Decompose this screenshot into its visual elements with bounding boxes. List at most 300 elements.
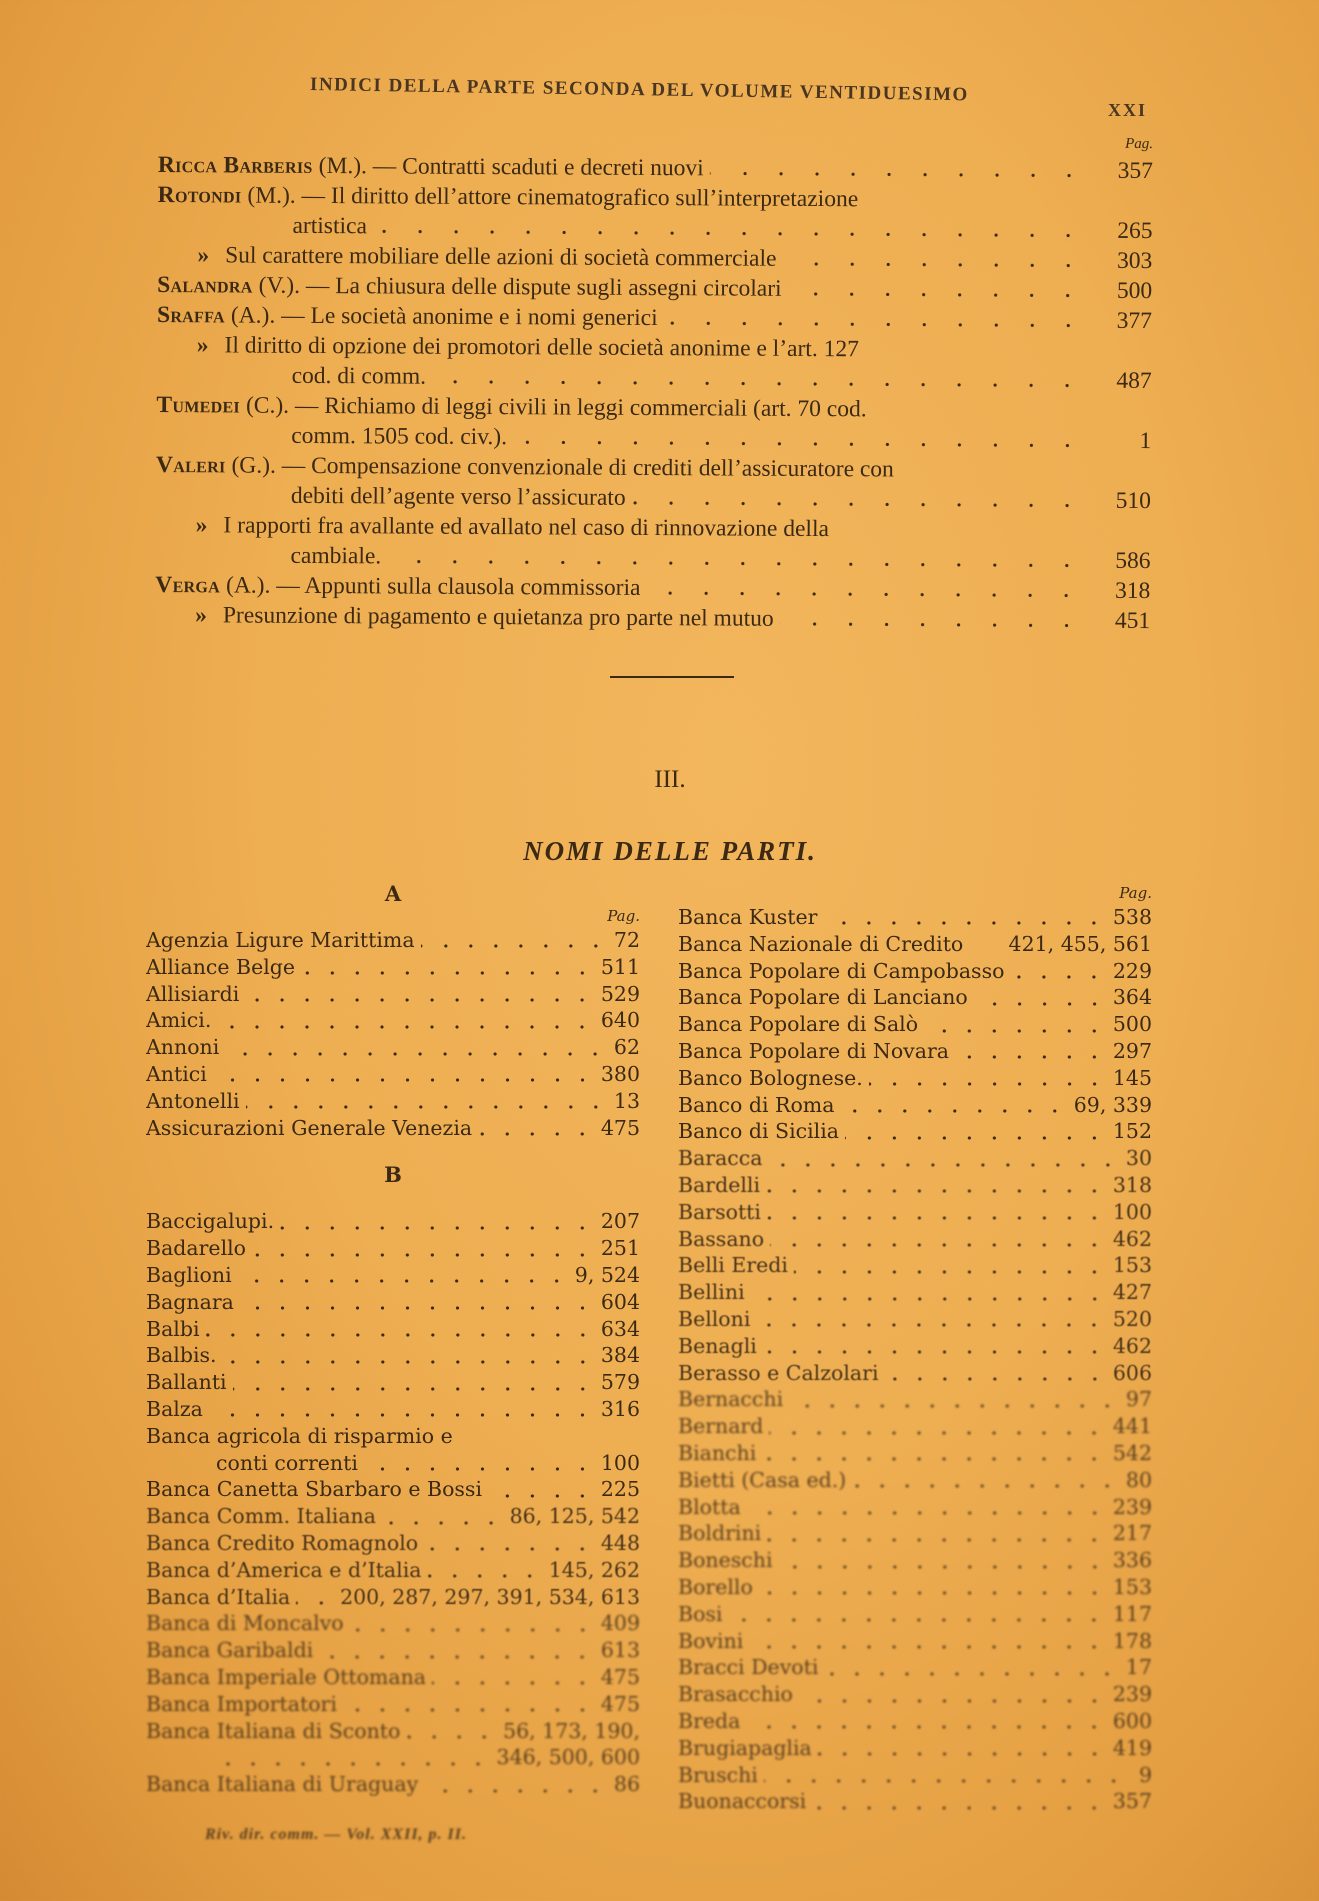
article-title: Sul carattere mobiliare delle azioni di società commerciale <box>225 242 777 272</box>
party-page: 542 <box>1112 1440 1152 1465</box>
party-entry <box>678 1199 1152 1226</box>
ditto-mark: » <box>197 242 210 269</box>
dot-leader <box>427 1573 542 1579</box>
party-page: 145 <box>1112 1065 1152 1090</box>
party-entry <box>678 1252 1152 1279</box>
ditto-mark: » <box>196 332 209 359</box>
dot-leader <box>387 558 1084 568</box>
section-divider <box>610 676 734 678</box>
party-entry <box>678 1628 1152 1655</box>
article-page: 586 <box>1115 547 1151 575</box>
party-name: Banca Imperiale Ottomana <box>146 1664 426 1689</box>
party-name: Brugiapaglia <box>678 1735 812 1760</box>
party-page: 153 <box>1112 1253 1152 1278</box>
article-page: 487 <box>1116 367 1152 395</box>
article-page: 303 <box>1117 247 1153 275</box>
article-author: Salandra <box>157 271 253 299</box>
party-page: 9 <box>1138 1762 1152 1787</box>
party-name: Banco Bolognese. <box>678 1065 863 1090</box>
party-name: Banca Italiana di Uraguay <box>146 1772 419 1797</box>
party-page: 251 <box>600 1236 640 1261</box>
party-entry <box>146 1744 640 1771</box>
party-page: 100 <box>600 1450 640 1475</box>
party-entry <box>146 1503 640 1530</box>
dot-leader <box>769 1162 1120 1168</box>
party-name: Alliance Belge <box>146 954 296 979</box>
dot-leader <box>296 1600 334 1606</box>
party-entry <box>678 1386 1152 1413</box>
article-title: (C.). — Richiamo di leggi civili in leggi commerciali (art. 70 cod. <box>245 392 867 423</box>
party-entry <box>678 931 1152 958</box>
party-entry <box>146 981 640 1008</box>
ditto-mark: » <box>195 512 208 539</box>
party-name: Barsotti <box>678 1199 761 1224</box>
party-entry <box>678 1065 1152 1092</box>
party-entry <box>146 1691 640 1718</box>
party-page: 153 <box>1112 1574 1152 1599</box>
dot-leader <box>382 1520 504 1526</box>
party-entry <box>146 1115 640 1142</box>
party-entry <box>146 1034 640 1061</box>
party-name: Banco di Sicilia <box>678 1119 839 1144</box>
dot-leader <box>799 1698 1107 1704</box>
dot-leader <box>1010 974 1106 980</box>
dot-leader <box>252 1252 595 1258</box>
party-name: Belli Eredi <box>678 1253 788 1278</box>
party-name: Badarello <box>146 1236 247 1261</box>
dot-leader <box>789 1403 1120 1409</box>
article-title: artistica <box>292 212 368 240</box>
party-name: Bernard <box>678 1414 764 1439</box>
party-entry <box>678 1118 1152 1145</box>
dot-leader <box>756 1322 1106 1328</box>
party-entry <box>146 1235 640 1262</box>
party-name: Boneschi <box>678 1548 773 1573</box>
party-name: Borello <box>678 1574 753 1599</box>
party-entry <box>146 927 640 954</box>
dot-leader <box>767 1537 1107 1543</box>
party-name: Balbi <box>146 1316 200 1341</box>
party-page: 316 <box>600 1396 640 1421</box>
party-name: Bietti (Casa ed.) <box>678 1467 847 1492</box>
party-entry <box>146 1316 640 1343</box>
party-name: Banca Popolare di Salò <box>678 1012 919 1037</box>
party-page: 200, 287, 297, 391, 534, 613 <box>340 1584 640 1609</box>
party-entry <box>678 1467 1152 1494</box>
party-name: Bellini <box>678 1280 745 1305</box>
party-page: 117 <box>1112 1601 1152 1626</box>
dot-leader <box>955 1054 1107 1060</box>
party-entry <box>678 1520 1152 1547</box>
dot-leader <box>280 1225 595 1231</box>
party-page: 217 <box>1112 1521 1152 1546</box>
party-entry <box>678 1708 1152 1735</box>
party-page: 520 <box>1112 1306 1152 1331</box>
article-title: cod. di comm. <box>291 362 427 390</box>
party-name: Benagli <box>678 1333 757 1358</box>
party-name: Banca Comm. Italiana <box>146 1504 376 1529</box>
party-page: 97 <box>1125 1387 1152 1412</box>
section-number: III. <box>654 766 686 793</box>
party-page: 178 <box>1112 1628 1152 1653</box>
party-page: 17 <box>1125 1655 1152 1680</box>
dot-leader <box>770 1242 1107 1248</box>
party-page: 475 <box>600 1691 640 1716</box>
dot-leader <box>749 1644 1107 1650</box>
party-entry <box>678 1574 1152 1601</box>
signature-line: Riv. dir. comm. — Vol. XXII, p. II. <box>205 1826 467 1843</box>
party-name: Ballanti <box>146 1370 227 1395</box>
dot-leader <box>319 1654 595 1660</box>
party-entry <box>146 1208 640 1235</box>
party-name: Bracci Devoti <box>678 1655 819 1680</box>
dot-leader <box>746 1724 1107 1730</box>
dot-leader <box>728 1617 1106 1623</box>
party-page: 56, 173, 190, <box>503 1718 640 1743</box>
party-name: Banca d’America e d’Italia <box>146 1557 422 1582</box>
spacer <box>146 1188 640 1208</box>
dot-leader <box>246 1104 608 1110</box>
letter-heading: B <box>384 1162 402 1188</box>
parties-right-column <box>678 884 1152 1815</box>
dot-leader <box>245 997 595 1003</box>
dot-leader <box>213 1077 595 1083</box>
party-page: 318 <box>1112 1172 1152 1197</box>
party-entry <box>678 1413 1152 1440</box>
dot-leader <box>217 1024 595 1030</box>
pag-label: Pag. <box>1125 135 1154 153</box>
party-page: 640 <box>600 1008 640 1033</box>
party-page: 86, 125, 542 <box>509 1504 640 1529</box>
article-page: 318 <box>1114 577 1151 605</box>
dot-leader <box>646 590 1084 599</box>
party-entry <box>678 1306 1152 1333</box>
party-name: Banca agricola di risparmio e <box>146 1423 453 1448</box>
parties-left-column <box>146 880 640 1798</box>
article-page: 377 <box>1116 307 1153 335</box>
party-entry <box>678 1601 1152 1628</box>
party-entry <box>678 1681 1152 1708</box>
dot-leader <box>747 1510 1107 1516</box>
party-page: 462 <box>1112 1226 1152 1251</box>
party-name: Banca Canetta Sbarbaro e Bossi <box>146 1477 483 1502</box>
dot-leader <box>421 943 608 949</box>
dot-leader <box>782 261 1086 269</box>
party-page: 600 <box>1112 1708 1152 1733</box>
party-page: 225 <box>600 1477 640 1502</box>
party-name: Bovini <box>678 1628 744 1653</box>
article-title: debiti dell’agente verso l’assicurato <box>290 482 626 511</box>
party-page: 69, 339 <box>1073 1092 1152 1117</box>
party-entry <box>146 1450 640 1477</box>
party-entry <box>146 1557 640 1584</box>
party-name: Brasacchio <box>678 1682 793 1707</box>
party-name: Annoni <box>146 1035 220 1060</box>
dot-leader <box>823 920 1106 926</box>
dot-leader <box>513 439 1085 448</box>
party-page: 634 <box>600 1316 640 1341</box>
article-title: I rapporti fra avallante ed avallato nel caso di rinnovazione della <box>223 512 830 543</box>
party-page: 579 <box>600 1370 640 1395</box>
party-page: 511 <box>600 954 640 979</box>
dot-leader <box>840 1108 1067 1114</box>
party-page: 384 <box>600 1343 640 1368</box>
dot-leader <box>238 1278 569 1284</box>
party-entry <box>146 1664 640 1691</box>
article-author: Ricca Barberis <box>157 151 313 179</box>
party-entry <box>146 1369 640 1396</box>
dot-leader <box>764 1778 1126 1784</box>
dot-leader <box>223 1359 595 1365</box>
party-name: Baracca <box>678 1146 763 1171</box>
dot-leader <box>812 1805 1107 1811</box>
party-name: Bernacchi <box>678 1387 784 1412</box>
dot-leader <box>788 291 1087 299</box>
party-entry <box>678 1279 1152 1306</box>
dot-leader <box>424 1546 595 1552</box>
article-page: 451 <box>1114 607 1151 635</box>
party-name: Banca Kuster <box>678 905 818 929</box>
party-entry <box>146 1718 640 1745</box>
party-name: Berasso e Calzolari <box>678 1360 879 1385</box>
party-page: 62 <box>613 1035 640 1060</box>
dot-leader <box>769 1430 1107 1436</box>
article-title: (M.). — Il diritto dell’attore cinematografico sull’interpretazione <box>247 182 859 213</box>
articles-index <box>155 135 1154 636</box>
party-page: 448 <box>600 1530 640 1555</box>
party-page: 80 <box>1125 1467 1152 1492</box>
party-entry <box>678 1735 1152 1762</box>
party-entry <box>678 1333 1152 1360</box>
party-entry <box>146 954 640 981</box>
party-entry <box>678 958 1152 985</box>
party-page: 86 <box>613 1772 640 1797</box>
party-name: Allisiardi <box>146 981 240 1006</box>
dot-leader <box>632 500 1085 509</box>
party-entry <box>678 1547 1152 1574</box>
party-entry <box>146 1061 640 1088</box>
article-page: 500 <box>1116 277 1153 305</box>
party-page: 145, 262 <box>548 1557 640 1582</box>
party-entry <box>678 1360 1152 1387</box>
party-entry <box>146 1423 640 1450</box>
party-name: Buonaccorsi <box>678 1789 807 1814</box>
party-name: Banca Credito Romagnolo <box>146 1530 419 1555</box>
article-page: 357 <box>1117 157 1153 185</box>
article-title: comm. 1505 cod. civ.). <box>291 422 508 451</box>
party-entry <box>678 1788 1152 1815</box>
party-entry <box>146 1637 640 1664</box>
dot-leader <box>751 1296 1107 1302</box>
party-page: 100 <box>1112 1199 1152 1224</box>
party-page: 207 <box>600 1209 640 1234</box>
party-entry <box>146 1610 640 1637</box>
party-page: 72 <box>613 928 640 952</box>
dot-leader <box>432 379 1086 389</box>
party-entry <box>678 1654 1152 1681</box>
dot-leader <box>233 1386 595 1392</box>
party-name: Banca Nazionale di Credito <box>678 931 964 956</box>
dot-leader <box>845 1135 1107 1141</box>
dot-leader <box>432 1680 595 1686</box>
dot-leader <box>780 621 1085 629</box>
article-title: (V.). — La chiusura delle dispute sugli assegni circolari <box>258 272 782 302</box>
dot-leader <box>664 320 1086 329</box>
article-title: (G.). — Compensazione convenzionale di crediti dell’assicuratore con <box>231 452 894 483</box>
dot-leader <box>488 1493 595 1499</box>
article-title: Il diritto di opzione dei promotori delle società anonime e l’art. 127 <box>224 332 859 363</box>
party-page: 500 <box>1112 1012 1152 1037</box>
party-name: Banca Popolare di Novara <box>678 1038 950 1063</box>
pag-label: Pag. <box>607 907 640 925</box>
party-name: Assicurazioni Generale Venezia <box>146 1115 473 1140</box>
party-page: 9, 524 <box>574 1262 640 1287</box>
article-author: Rotondi <box>157 181 242 209</box>
party-page: 529 <box>600 981 640 1006</box>
dot-leader <box>240 1305 595 1311</box>
party-name: Amici. <box>146 1008 212 1033</box>
article-title: cambiale. <box>290 542 382 570</box>
party-entry <box>678 1092 1152 1119</box>
party-entry <box>146 1476 640 1503</box>
dot-leader <box>759 1590 1107 1596</box>
party-page: 538 <box>1112 905 1152 929</box>
dot-leader <box>301 970 595 976</box>
party-entry <box>146 1584 640 1611</box>
party-name: Banca d’Italia <box>146 1584 291 1609</box>
party-name: Boldrini <box>678 1521 762 1546</box>
article-title: (A.). — Le società anonime e i nomi generici <box>230 302 658 332</box>
party-name: Bardelli <box>678 1172 761 1197</box>
party-page: 475 <box>600 1664 640 1689</box>
party-page: 409 <box>600 1611 640 1636</box>
party-page: 419 <box>1112 1735 1152 1760</box>
party-name: Baccigalupi. <box>146 1209 275 1234</box>
article-author: Verga <box>155 571 221 599</box>
party-name: Bosi <box>678 1601 723 1626</box>
party-page: 336 <box>1112 1548 1152 1573</box>
party-page: 380 <box>600 1061 640 1086</box>
dot-leader <box>373 228 1087 238</box>
party-page: 229 <box>1112 958 1152 983</box>
party-entry <box>678 1762 1152 1789</box>
party-page: 30 <box>1125 1146 1152 1171</box>
party-name: Banca Popolare di Lanciano <box>678 985 968 1010</box>
party-entry <box>678 1494 1152 1521</box>
party-page: 427 <box>1112 1280 1152 1305</box>
party-name: Banco di Roma <box>678 1092 835 1117</box>
dot-leader <box>350 1627 595 1633</box>
party-page: 346, 500, 600 <box>496 1745 640 1770</box>
dot-leader <box>818 1751 1107 1757</box>
party-name: Balbis. <box>146 1343 217 1368</box>
party-entry <box>678 1172 1152 1199</box>
article-title: (A.). — Appunti sulla clausola commissoria <box>225 572 641 601</box>
party-name: Antici <box>146 1061 207 1086</box>
dot-leader <box>206 1332 595 1338</box>
party-name: Antonelli <box>146 1088 240 1113</box>
dot-leader <box>343 1707 595 1713</box>
dot-leader <box>766 1188 1107 1194</box>
party-entry <box>146 1262 640 1289</box>
spacer <box>146 1141 640 1161</box>
party-page: 13 <box>613 1088 640 1113</box>
pag-label: Pag. <box>1119 884 1152 902</box>
party-entry <box>678 984 1152 1011</box>
party-entry <box>146 1289 640 1316</box>
dot-leader <box>222 1761 491 1767</box>
party-entry <box>146 1088 640 1115</box>
article-page: 265 <box>1117 217 1153 245</box>
party-name: Bagnara <box>146 1289 234 1314</box>
party-entry <box>678 1226 1152 1253</box>
dot-leader <box>364 1466 595 1472</box>
dot-leader <box>869 1081 1107 1087</box>
party-name: Baglioni <box>146 1262 232 1287</box>
party-page: 475 <box>600 1115 640 1140</box>
article-page: 1 <box>1139 428 1152 455</box>
party-entry <box>678 1145 1152 1172</box>
party-page: 462 <box>1112 1333 1152 1358</box>
page-number: XXI <box>1108 100 1148 120</box>
party-name: Balza <box>146 1396 203 1421</box>
party-entry <box>678 1440 1152 1467</box>
party-page: 239 <box>1112 1682 1152 1707</box>
party-entry <box>146 1771 640 1798</box>
party-name: Belloni <box>678 1306 751 1331</box>
party-name: Banca Italiana di Sconto <box>146 1718 401 1743</box>
party-page: 357 <box>1112 1789 1152 1814</box>
dot-leader <box>824 1671 1119 1677</box>
dot-leader <box>762 1456 1107 1462</box>
party-name: Banca Importatori <box>146 1691 337 1716</box>
letter-heading: A <box>384 881 402 906</box>
dot-leader <box>478 1131 595 1137</box>
article-title: Presunzione di pagamento e quietanza pro parte nel mutuo <box>222 602 774 632</box>
dot-leader <box>406 1734 497 1740</box>
dot-leader <box>974 1001 1107 1007</box>
party-entry <box>678 1011 1152 1038</box>
dot-leader <box>767 1215 1107 1221</box>
running-head: INDICI DELLA PARTE SECONDA DEL VOLUME VENTIDUESIMO <box>309 74 969 106</box>
article-page: 510 <box>1115 487 1151 515</box>
dot-leader <box>209 1412 595 1418</box>
dot-leader <box>763 1349 1107 1355</box>
article-line <box>155 600 1150 636</box>
party-page: 297 <box>1112 1038 1152 1063</box>
dot-leader <box>779 1564 1107 1570</box>
dot-leader <box>794 1269 1107 1275</box>
party-name: Blotta <box>678 1494 741 1519</box>
article-author: Valeri <box>155 451 226 479</box>
article-author: Sraffa <box>156 301 225 329</box>
party-page: 604 <box>600 1289 640 1314</box>
party-page: 152 <box>1112 1119 1152 1144</box>
article-author: Tumedei <box>156 391 241 419</box>
party-name: Banca di Moncalvo <box>146 1611 344 1636</box>
party-name: Banca Popolare di Campobasso <box>678 958 1005 983</box>
dot-leader <box>885 1376 1107 1382</box>
party-name: Banca Garibaldi <box>146 1638 314 1663</box>
party-entry <box>146 1396 640 1423</box>
party-entry <box>678 1038 1152 1065</box>
party-name: Bassano <box>678 1226 765 1251</box>
dot-leader <box>924 1028 1107 1034</box>
dot-leader <box>852 1483 1120 1489</box>
party-name: conti correnti <box>216 1450 358 1475</box>
section-title: NOMI DELLE PARTI. <box>523 836 817 866</box>
party-page: 441 <box>1112 1414 1152 1439</box>
